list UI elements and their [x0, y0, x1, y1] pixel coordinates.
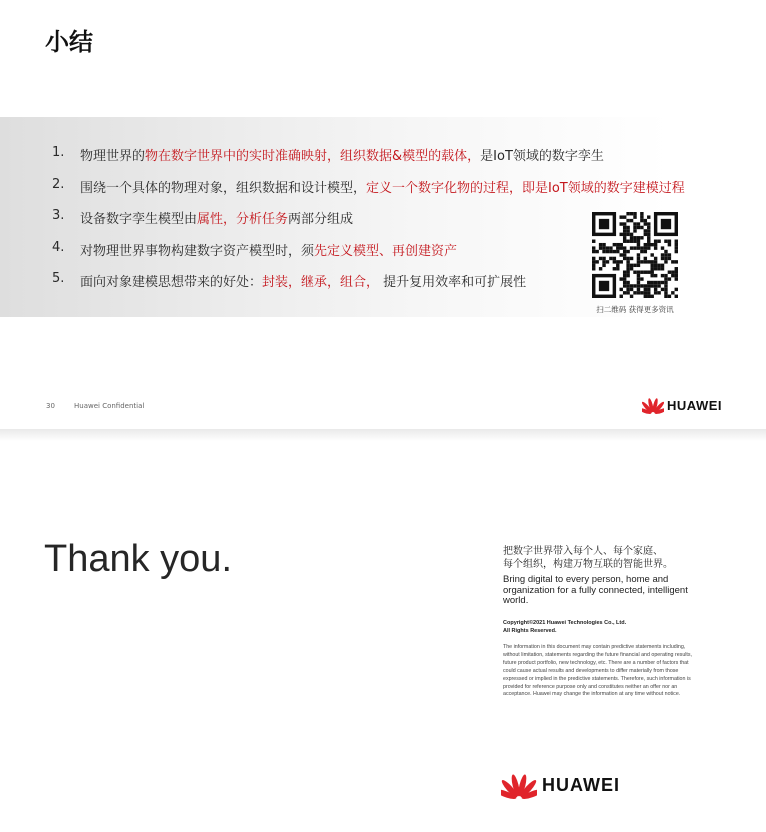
thank-you-heading: Thank you. [44, 538, 232, 580]
plain-text: 设备数字孪生模型由 [80, 212, 198, 227]
slogan-chinese [503, 545, 703, 571]
plain-text: 物理世界的 [80, 149, 146, 164]
slide-separator [0, 429, 766, 441]
qr-caption: 扫二维码 获得更多资讯 [596, 305, 674, 314]
plain-text: 面向对象建模思想带来的好处： [80, 275, 263, 290]
plain-text: 对物理世界事物构建数字资产模型时，须 [80, 243, 315, 259]
item-number: 4. [52, 239, 65, 255]
disclaimer-text: The information in this document may contain predictive statements including, without limitation, statements regarding the future financial and operating results, future product portfolio, new technology, etc. There are a number of factors that could cause actual results and developments to differ materially from those expressed or implied in the predictive statements. Therefore, such information is provided for reference purpose only and constitutes neither an offer nor an acceptance. Huawei may change the information at any time without notice. [503, 644, 693, 698]
huawei-logo-large [501, 771, 620, 799]
huawei-flower-logo-icon [501, 771, 537, 799]
item-number: 2. [52, 176, 65, 192]
item-number: 1. [52, 145, 65, 160]
summary-item [52, 145, 685, 177]
logo-wordmark: HUAWEI [667, 397, 722, 413]
item-number: 3. [52, 208, 65, 223]
huawei-logo [642, 396, 722, 414]
item-text [80, 208, 353, 240]
summary-list [52, 145, 685, 303]
item-number: 5. [52, 271, 65, 286]
summary-item [52, 177, 685, 209]
plain-text: 两部分组成 [288, 212, 354, 227]
highlight-text: 封装，继承，组合， [262, 275, 380, 290]
highlight-text: 定义一个数字化物的过程，即是IoT领域的数字建模过程 [366, 180, 685, 196]
slogan-english: Bring digital to every person, home and organization for a fully connected, intelligent world. [503, 574, 688, 606]
huawei-flower-logo-icon [642, 396, 664, 414]
item-text [80, 145, 604, 177]
summary-item [52, 208, 685, 240]
highlight-text: 先定义模型、再创建资产 [314, 243, 458, 259]
highlight-text: 属性，分析任务 [197, 212, 289, 227]
summary-item [52, 240, 685, 272]
slogan-cn-line-2: 每个组织，构建万物互联的智能世界。 [503, 559, 673, 570]
highlight-text: 物在数字世界中的实时准确映射，组织数据&模型的载体， [145, 149, 481, 164]
summary-item [52, 271, 685, 303]
logo-wordmark-large: HUAWEI [542, 774, 620, 795]
slogan-cn-line-1: 把数字世界带入每个人、每个家庭、 [503, 546, 663, 557]
slide-thank-you [0, 441, 766, 832]
qr-code-icon [592, 212, 678, 298]
slide-title: 小结 [45, 28, 93, 56]
plain-text: 是IoT领域的数字孪生 [480, 149, 604, 164]
confidential-label: Huawei Confidential [74, 402, 145, 410]
page-number: 30 [46, 402, 55, 410]
plain-text: 围绕一个具体的物理对象，组织数据和设计模型， [80, 180, 367, 196]
copyright [503, 619, 626, 635]
item-text [80, 271, 526, 303]
plain-text: 提升复用效率和可扩展性 [379, 275, 527, 290]
item-text [80, 177, 685, 209]
item-text [80, 240, 457, 272]
copyright-line-1: Copyright©2021 Huawei Technologies Co., Ltd. [503, 620, 627, 626]
copyright-line-2: All Rights Reserved. [503, 628, 557, 634]
